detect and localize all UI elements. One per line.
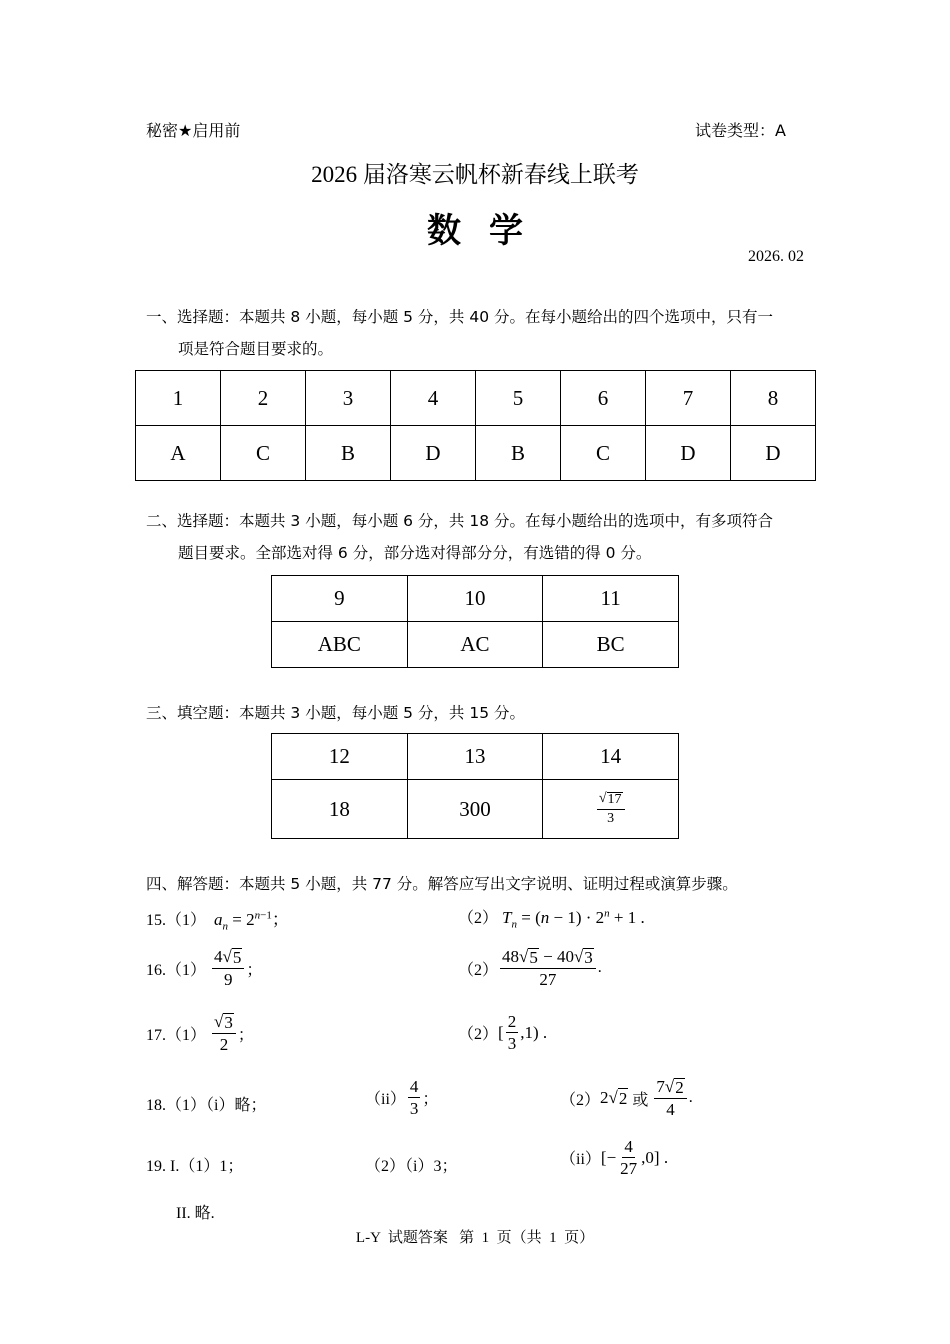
question-number-row <box>136 371 816 426</box>
section2-line1: 二、选择题：本题共 3 小题，每小题 6 分，共 18 分。在每小题给出的选项中，有多项符合 <box>146 512 774 530</box>
table-cell: 10 <box>407 576 543 622</box>
section1-instructions <box>146 301 816 365</box>
question-number-row <box>272 576 679 622</box>
answer-17-part1: 17.（1） √ 3 2 ； <box>146 1012 254 1054</box>
answer-16-part1: 16.（1） 4 √ 5 9 ； <box>146 947 263 989</box>
answer-15-part1: 15.（1） $a_n = 2^{n-1}$； <box>146 909 289 933</box>
table-cell: 18 <box>272 780 408 839</box>
table-cell: 9 <box>272 576 408 622</box>
answer-19-part2-i: （2）（i）3； <box>365 1158 458 1175</box>
table-cell: 4 <box>391 371 476 426</box>
table-cell: 13 <box>407 734 543 780</box>
section4-instructions: 四、解答题：本题共 5 小题，共 77 分。解答应写出文字说明、证明过程或演算步骤。 <box>146 875 738 893</box>
answer-18-part1-ii: （ii） $\frac{4}{3}$ ； <box>365 1077 439 1118</box>
table-cell: BC <box>543 622 679 668</box>
table-cell: A <box>136 426 221 481</box>
table-cell: 8 <box>731 371 816 426</box>
table-cell: C <box>561 426 646 481</box>
table-cell: 5 <box>476 371 561 426</box>
table-cell: ABC <box>272 622 408 668</box>
table-cell: 6 <box>561 371 646 426</box>
table-cell: 2 <box>221 371 306 426</box>
section1-line2: 项是符合题目要求的。 <box>178 340 334 358</box>
section1-line1: 一、选择题：本题共 8 小题，每小题 5 分，共 40 分。在每小题给出的四个选项中，只有一 <box>146 308 774 326</box>
answer-19-part-ii: II. 略. <box>176 1205 215 1222</box>
exam-title: 2026 届洛寒云帆杯新春线上联考 <box>311 162 639 187</box>
table-cell: B <box>306 426 391 481</box>
paper-type-label: 试卷类型：A <box>695 121 786 140</box>
sqrt17-over-3: √ 17 3 <box>597 792 625 826</box>
confidential-label: 秘密★启用前 <box>146 121 241 140</box>
table-cell: 12 <box>272 734 408 780</box>
table-cell: 300 <box>407 780 543 839</box>
exam-date: 2026. 02 <box>748 248 804 265</box>
table-cell <box>543 780 679 839</box>
answer-18-part1: 18.（1）（i）略； <box>146 1097 267 1114</box>
answer-row <box>272 780 679 839</box>
table-cell: 3 <box>306 371 391 426</box>
answer-16-part2: （2） 48 √ 5 − 40 √ 3 27 . <box>458 947 602 989</box>
table-cell: D <box>731 426 816 481</box>
table-cell: D <box>646 426 731 481</box>
answer-17-part2: （2） [ $\frac{2}{3}$ ,1) . <box>458 1012 548 1053</box>
answer-row <box>136 426 816 481</box>
table-cell: D <box>391 426 476 481</box>
table-cell: 14 <box>543 734 679 780</box>
section2-answer-table <box>271 575 679 668</box>
answer-row <box>272 622 679 668</box>
answer-19-part1: 19. I.（1）1； <box>146 1158 244 1175</box>
table-cell: B <box>476 426 561 481</box>
section1-answer-table <box>135 370 816 481</box>
section2-instructions <box>146 505 816 569</box>
answer-18-part2: （2） 2 √ 2 或 7 √ 2 4 . <box>560 1077 693 1119</box>
answer-15-part2: （2） $T_n = (n - 1) \cdot 2^n + 1$ . <box>458 907 645 931</box>
table-cell: C <box>221 426 306 481</box>
question-number-row <box>272 734 679 780</box>
table-cell: 11 <box>543 576 679 622</box>
table-cell: 1 <box>136 371 221 426</box>
subject-title: 数学 <box>427 211 551 251</box>
table-cell: 7 <box>646 371 731 426</box>
section3-instructions: 三、填空题：本题共 3 小题，每小题 5 分，共 15 分。 <box>146 704 526 722</box>
section2-line2: 题目要求。全部选对得 6 分，部分选对得部分分，有选错的得 0 分。 <box>178 544 652 562</box>
table-cell: AC <box>407 622 543 668</box>
section3-answer-table <box>271 733 679 839</box>
page-footer: L-Y 试题答案 第 1 页（共 1 页） <box>355 1230 595 1246</box>
answer-19-part2-ii: （ii） [− $\frac{4}{27}$ ,0] . <box>560 1137 669 1178</box>
